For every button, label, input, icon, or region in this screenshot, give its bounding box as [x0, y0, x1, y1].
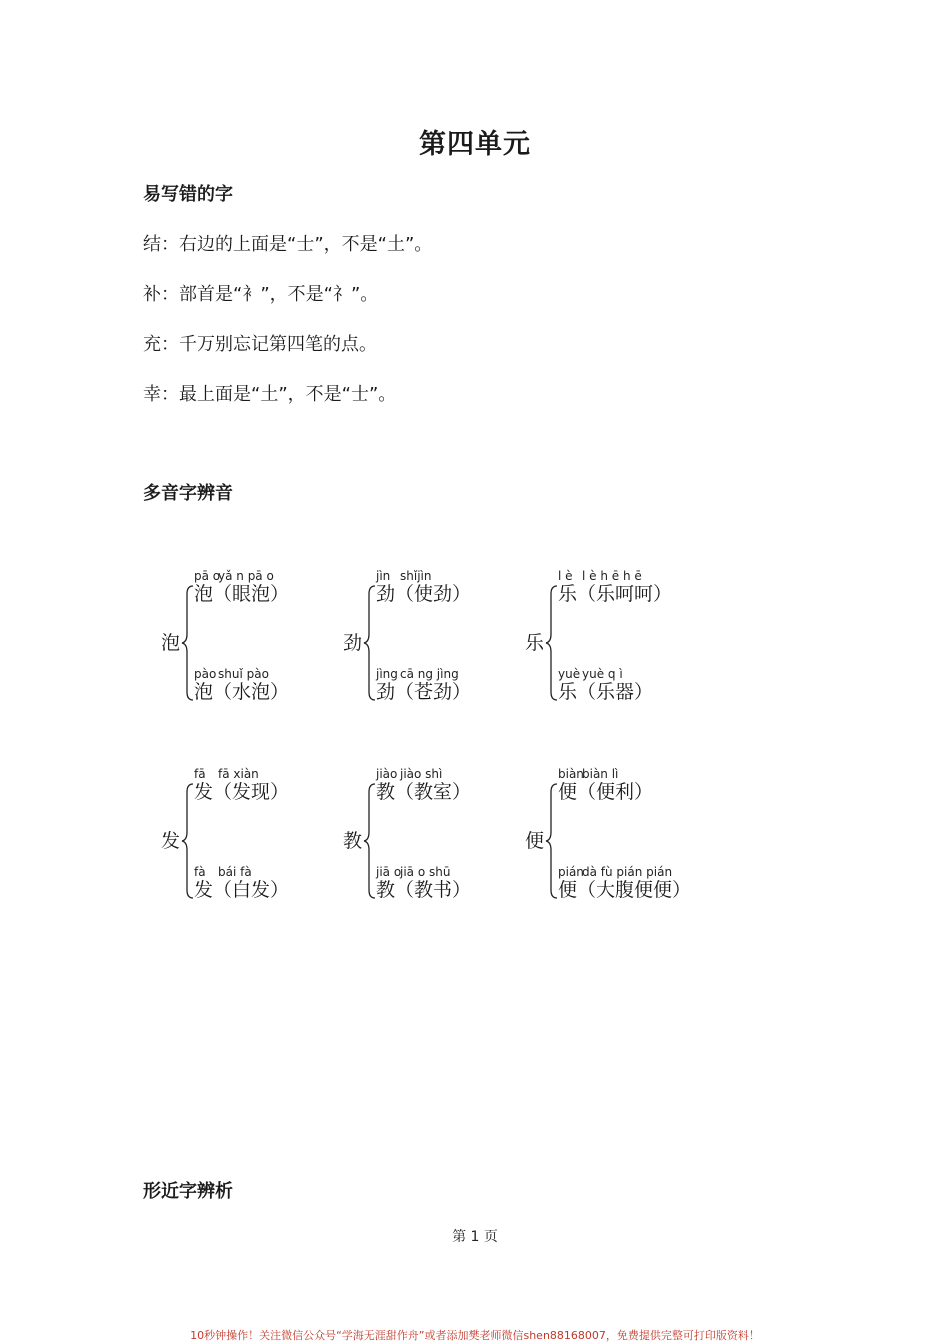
polyphone-group — [343, 570, 533, 720]
reading-word — [376, 878, 471, 902]
rule-line: 幸：最上面是“土”，不是“士”。 — [143, 384, 397, 405]
brace-icon — [181, 782, 195, 900]
reading-char: 发 — [194, 781, 214, 803]
example-word: （眼泡） — [213, 583, 290, 605]
pinyin-word: yuè q ì — [582, 667, 623, 681]
reading-word — [558, 780, 653, 804]
reading-entry — [558, 866, 691, 902]
reading-entry — [194, 570, 289, 606]
pinyin-word: jiào shì — [400, 767, 443, 781]
pinyin-line — [558, 866, 691, 878]
polyphone-group — [161, 570, 351, 720]
brace-icon — [363, 782, 377, 900]
section-heading-polyphones: 多音字辨音 — [143, 483, 233, 504]
page-title: 第四单元 — [419, 129, 531, 160]
brace-icon — [545, 584, 559, 702]
pinyin-line — [194, 768, 289, 780]
pinyin-char: pā o — [194, 569, 221, 583]
example-word: （教室） — [395, 781, 472, 803]
pinyin-line — [376, 768, 471, 780]
pinyin-line — [194, 668, 289, 680]
brace-icon — [181, 584, 195, 702]
example-word: （便利） — [577, 781, 654, 803]
reading-entry — [558, 570, 672, 606]
polyphone-group — [343, 768, 533, 918]
reading-word — [194, 878, 289, 902]
pinyin-line — [194, 866, 289, 878]
rule-line: 补：部首是“衤”，不是“礻”。 — [143, 284, 379, 305]
pinyin-word: jiā o shū — [400, 865, 451, 879]
pinyin-char: l è — [558, 569, 573, 583]
reading-entry — [558, 768, 653, 804]
pinyin-char: jìng — [376, 667, 398, 681]
pinyin-word: shuǐ pào — [218, 667, 269, 681]
pinyin-char: jiā o — [376, 865, 402, 879]
pinyin-char: jiào — [376, 767, 398, 781]
pinyin-line — [558, 668, 653, 680]
pinyin-char: fà — [194, 865, 206, 879]
reading-entry — [376, 570, 471, 606]
section-heading-similar: 形近字辨析 — [143, 1181, 233, 1202]
reading-char: 劲 — [376, 583, 396, 605]
polyphone-group — [161, 768, 351, 918]
pinyin-line — [558, 570, 672, 582]
rule-line: 结：右边的上面是“士”，不是“土”。 — [143, 234, 433, 255]
reading-char: 教 — [376, 879, 396, 901]
promo-banner: 10秒钟操作！关注微信公众号“学海无涯甜作舟”或者添加樊老师微信shen88168007，免费提供完整可打印版资料！ — [190, 1329, 760, 1342]
polyphone-char: 劲 — [343, 632, 363, 654]
reading-char: 便 — [558, 879, 578, 901]
reading-char: 乐 — [558, 583, 578, 605]
pinyin-word: biàn lì — [582, 767, 619, 781]
example-word: （白发） — [213, 879, 290, 901]
pinyin-word: shǐjìn — [400, 569, 432, 583]
pinyin-word: dà fù pián pián — [582, 865, 673, 879]
pinyin-char: jìn — [376, 569, 391, 583]
example-word: （水泡） — [213, 681, 290, 703]
reading-word — [194, 680, 289, 704]
pinyin-char: pián — [558, 865, 584, 879]
polyphone-char: 教 — [343, 830, 363, 852]
reading-entry — [376, 768, 471, 804]
polyphone-char: 发 — [161, 830, 181, 852]
pinyin-line — [376, 570, 471, 582]
example-word: （乐呵呵） — [577, 583, 673, 605]
reading-word — [194, 780, 289, 804]
polyphone-group — [525, 570, 715, 720]
example-word: （大腹便便） — [577, 879, 692, 901]
reading-word — [376, 582, 471, 606]
example-word: （使劲） — [395, 583, 472, 605]
pinyin-word: l è h ē h ē — [582, 569, 642, 583]
pinyin-char: biàn — [558, 767, 584, 781]
polyphone-char: 乐 — [525, 632, 545, 654]
reading-entry — [376, 668, 471, 704]
reading-entry — [194, 668, 289, 704]
pinyin-line — [194, 570, 289, 582]
reading-char: 泡 — [194, 681, 214, 703]
pinyin-word: yǎ n pā o — [218, 569, 274, 583]
reading-entry — [376, 866, 471, 902]
page-number: 第 1 页 — [452, 1229, 498, 1245]
reading-entry — [194, 768, 289, 804]
rule-line: 充：千万别忘记第四笔的点。 — [143, 334, 377, 355]
pinyin-word: bái fà — [218, 865, 252, 879]
brace-icon — [545, 782, 559, 900]
reading-char: 劲 — [376, 681, 396, 703]
polyphone-group — [525, 768, 715, 918]
reading-word — [558, 878, 691, 902]
pinyin-word: cā ng jìng — [400, 667, 459, 681]
reading-word — [194, 582, 289, 606]
example-word: （发现） — [213, 781, 290, 803]
reading-word — [376, 780, 471, 804]
reading-word — [558, 582, 672, 606]
pinyin-char: fā — [194, 767, 206, 781]
reading-word — [558, 680, 653, 704]
pinyin-line — [558, 768, 653, 780]
polyphone-char: 便 — [525, 830, 545, 852]
example-word: （苍劲） — [395, 681, 472, 703]
pinyin-line — [376, 668, 471, 680]
reading-char: 发 — [194, 879, 214, 901]
reading-char: 便 — [558, 781, 578, 803]
polyphone-char: 泡 — [161, 632, 181, 654]
pinyin-char: pào — [194, 667, 217, 681]
reading-word — [376, 680, 471, 704]
example-word: （乐器） — [577, 681, 654, 703]
pinyin-char: yuè — [558, 667, 581, 681]
reading-char: 泡 — [194, 583, 214, 605]
reading-char: 乐 — [558, 681, 578, 703]
section-heading-errors: 易写错的字 — [143, 184, 233, 205]
brace-icon — [363, 584, 377, 702]
reading-entry — [194, 866, 289, 902]
pinyin-line — [376, 866, 471, 878]
reading-entry — [558, 668, 653, 704]
reading-char: 教 — [376, 781, 396, 803]
example-word: （教书） — [395, 879, 472, 901]
pinyin-word: fā xiàn — [218, 767, 259, 781]
